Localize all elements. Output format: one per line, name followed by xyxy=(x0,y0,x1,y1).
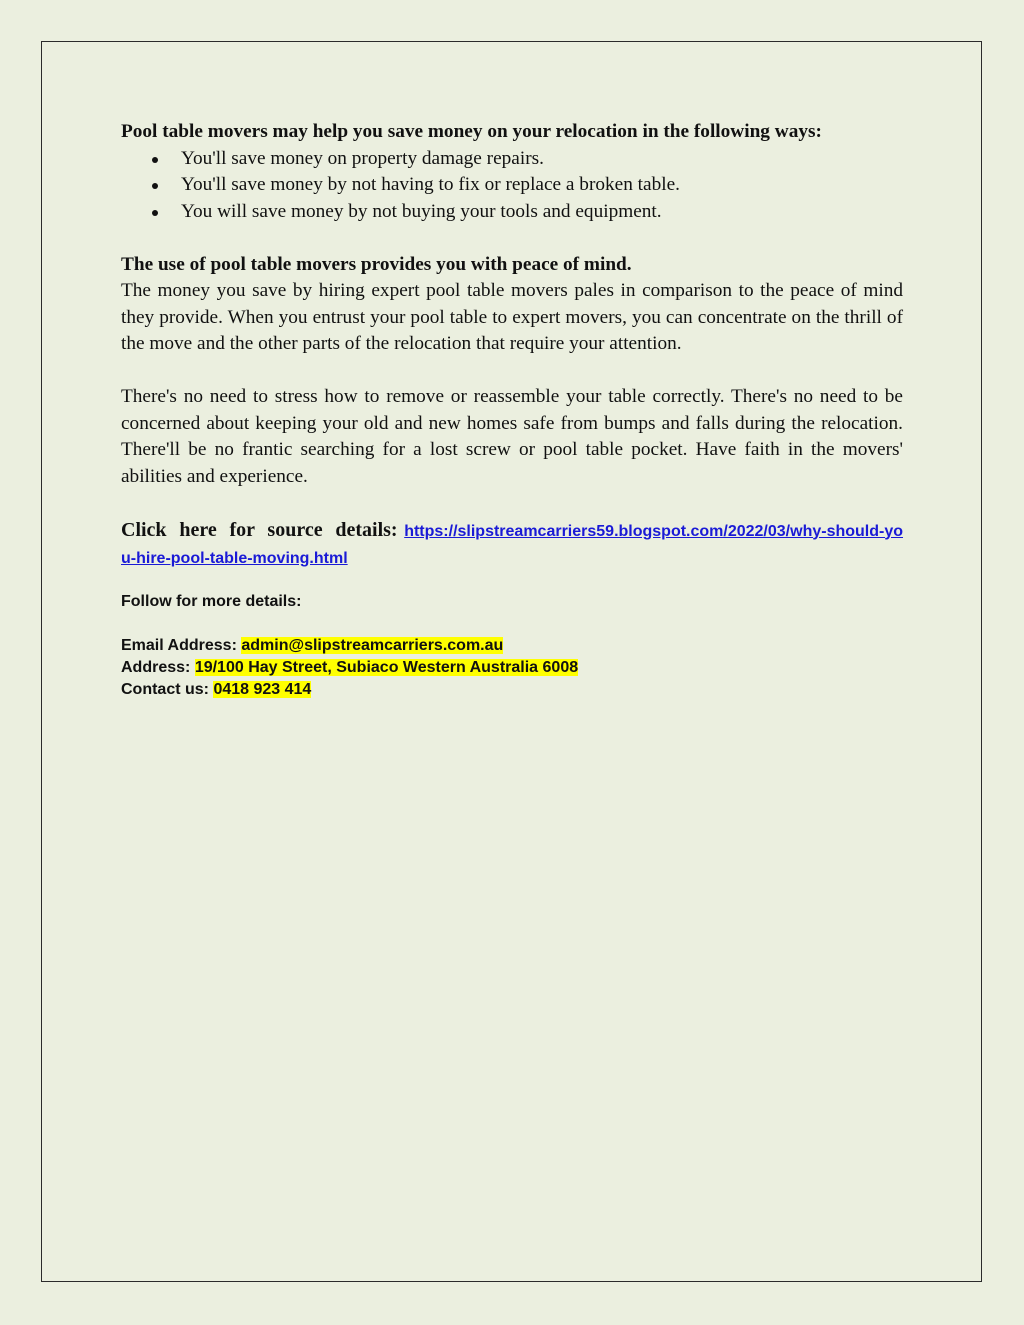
bullet-icon xyxy=(152,210,158,216)
no-stress-paragraph: There's no need to stress how to remove or reassemble your table correctly. There's no need to be concerned about keeping your old and new homes safe from bumps and falls during the relocation. There'll be no frantic searching for a lost screw or pool table pocket. Have faith in the movers' abilities and experience. xyxy=(121,386,903,487)
contact-details xyxy=(121,635,903,701)
list-item xyxy=(121,172,903,199)
savings-list xyxy=(121,146,903,226)
source-label: Click here for source details: xyxy=(121,518,398,541)
list-item-text: You'll save money on property damage repairs. xyxy=(181,147,544,169)
address-label: Address: xyxy=(121,658,191,676)
email-label: Email Address: xyxy=(121,636,237,654)
savings-heading: Pool table movers may help you save money on your relocation in the following ways: xyxy=(121,121,822,142)
email-value[interactable]: admin@slipstreamcarriers.com.au xyxy=(241,636,504,654)
phone-label: Contact us: xyxy=(121,680,209,698)
list-item xyxy=(121,199,903,226)
source-details xyxy=(121,517,903,573)
list-item-text: You'll save money by not having to fix or replace a broken table. xyxy=(181,174,680,195)
source-link[interactable]: https://slipstreamcarriers59.blogspot.com/2022/03/why-should-you-hire-pool-table-moving.html xyxy=(121,522,903,567)
address-row xyxy=(121,657,903,679)
email-row xyxy=(121,635,903,657)
address-value: 19/100 Hay Street, Subiaco Western Australia 6008 xyxy=(194,658,579,676)
bullet-icon xyxy=(152,157,158,163)
list-item xyxy=(121,146,903,173)
list-item-text: You will save money by not buying your tools and equipment. xyxy=(181,200,662,222)
phone-value[interactable]: 0418 923 414 xyxy=(213,680,312,698)
peace-of-mind-paragraph: The money you save by hiring expert pool table movers pales in comparison to the peace of mind they provide. When you entrust your pool table to expert movers, you can concentrate on the thrill of the move and the other parts of the relocation that require your attention. xyxy=(121,280,903,354)
document-body xyxy=(121,119,903,701)
phone-row xyxy=(121,679,903,701)
follow-text: Follow for more details: xyxy=(121,592,302,610)
peace-of-mind-heading: The use of pool table movers provides you with peace of mind. xyxy=(121,253,632,275)
bullet-icon xyxy=(152,183,158,189)
